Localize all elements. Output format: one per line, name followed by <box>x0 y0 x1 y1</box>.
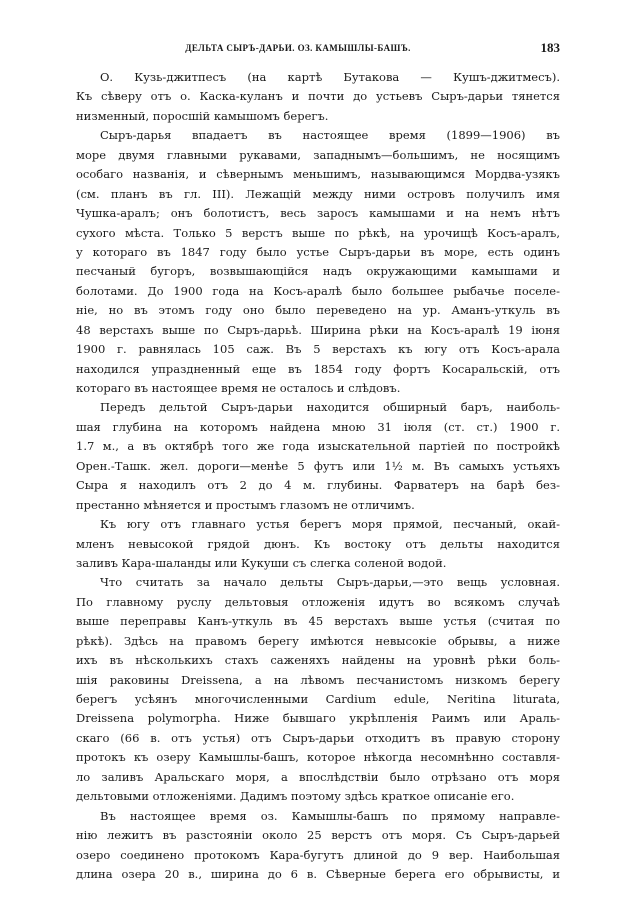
text-line: длина озера 20 в., ширина до 6 в. Сѣверные берега его обрывисты, и <box>76 866 560 881</box>
paragraph <box>76 807 560 885</box>
text-line: Къ югу отъ главнаго устья берегъ моря прямой, песчаный, окай- <box>100 517 560 532</box>
text-line: 48 верстахъ выше по Сыръ-дарьѣ. Ширина рѣки на Косъ-аралѣ 19 іюня <box>76 322 560 337</box>
text-line: шія раковины Dreissena, а на лѣвомъ песчанистомъ низкомъ берегу <box>76 672 560 687</box>
text-line: котораго въ настоящее время не осталось и слѣдовъ. <box>76 381 401 395</box>
text-line: Сыра я находилъ отъ 2 до 4 м. глубины. Фарватеръ на барѣ без- <box>76 478 560 493</box>
text-line: скаго (66 в. отъ устья) отъ Сыръ-дарьи отходитъ въ правую сторону <box>76 730 560 745</box>
paragraph <box>76 573 560 806</box>
text-line: особаго названія, и сѣвернымъ меньшимъ, называющимся Мордва-узякъ <box>76 167 560 182</box>
text-line: Dreissena polymorpha. Ниже бывшаго укрѣпленія Раимъ или Араль- <box>76 711 560 726</box>
text-line: престанно мѣняется и простымъ глазомъ не отличимъ. <box>76 497 415 512</box>
text-line: низменный, поросшій камышомъ берегъ. <box>76 108 329 123</box>
text-line: у котораго въ 1847 году было устье Сыръ-дарьи въ море, есть одинъ <box>76 244 560 259</box>
text-line: Въ настоящее время оз. Камышлы-башъ по прямому направле- <box>100 808 560 823</box>
paragraph <box>76 68 560 126</box>
text-line: находился упраздненный еще въ 1854 году фортъ Косаральскій, отъ <box>76 361 560 376</box>
body-text <box>76 68 560 884</box>
text-line: болотами. До 1900 года на Косъ-аралѣ было большее рыбачье поселе- <box>76 283 560 298</box>
text-line: Передъ дельтой Сыръ-дарьи находится обширный баръ, наиболь- <box>100 400 560 415</box>
running-head: ДЕЛЬТА СЫРЪ-ДАРЬИ. ОЗ. КАМЫШЛЫ-БАШЪ. <box>185 43 411 53</box>
text-line: ихъ въ нѣсколькихъ стахъ саженяхъ найдены на уровнѣ рѣки боль- <box>76 653 560 668</box>
text-line: берегъ усѣянъ многочисленными Cardium edule, Neritina liturata, <box>76 692 560 706</box>
text-line: заливъ Кара-шаланды или Кукуши съ слегка соленой водой. <box>76 555 447 570</box>
text-line: протокъ къ озеру Камышлы-башъ, которое нѣкогда несомнѣнно составля- <box>76 750 560 765</box>
text-line: сухого мѣста. Только 5 верстъ выше по рѣкѣ, на урочищѣ Косъ-аралъ, <box>76 225 560 240</box>
text-line: (см. планъ въ гл. III). Лежащій между ними островъ получилъ имя <box>76 186 560 201</box>
text-line: Орен.-Ташк. жел. дороги—менѣе 5 футъ или 1½ м. Въ самыхъ устьяхъ <box>76 458 560 473</box>
paragraph <box>76 398 560 515</box>
text-line: О. Кузь-джитпесъ (на картѣ Бутакова — Кушъ-джитмесъ). <box>100 70 560 84</box>
text-line: озеро соединено протокомъ Кара-бугутъ длиной до 9 вер. Наибольшая <box>76 847 560 862</box>
text-line: Къ сѣверу отъ о. Каска-куланъ и почти до устьевъ Сыръ-дарьи тянется <box>76 89 560 104</box>
text-line: 1.7 м., а въ октябрѣ того же года изыскательной партіей по постройкѣ <box>76 439 560 454</box>
text-line: Сыръ-дарья впадаетъ въ настоящее время (1899—1906) въ <box>100 128 560 143</box>
text-line: ло заливъ Аральскаго моря, а впослѣдствіи было отрѣзано отъ моря <box>76 769 560 784</box>
text-line: море двумя главными рукавами, западнымъ—большимъ, не носящимъ <box>76 147 560 162</box>
text-line: Чушка-аралъ; онъ болотистъ, весь заросъ камышами и на немъ нѣтъ <box>76 206 560 221</box>
text-line: рѣкѣ). Здѣсь на правомъ берегу имѣются невысокіе обрывы, а ниже <box>76 633 560 648</box>
paragraph <box>76 515 560 573</box>
text-line: песчаный бугоръ, возвышающійся надъ окружающими камышами и <box>76 264 560 279</box>
page-number: 183 <box>540 40 560 55</box>
text-line: ніе, но въ этомъ году оно было переведено на ур. Аманъ-уткуль въ <box>76 303 560 318</box>
text-line: выше переправы Канъ-уткуль въ 45 верстахъ выше устья (считая по <box>76 614 560 629</box>
text-line: 1900 г. равнялась 105 саж. Въ 5 верстахъ къ югу отъ Косъ-арала <box>76 342 560 357</box>
text-line: По главному руслу дельтовыя отложенія идутъ во всякомъ случаѣ <box>76 594 560 609</box>
text-line: мленъ невысокой грядой дюнъ. Къ востоку отъ дельты находится <box>76 536 560 551</box>
paragraph <box>76 126 560 398</box>
text-line: шая глубина на которомъ найдена мною 31 іюля (ст. ст.) 1900 г. <box>76 419 560 434</box>
text-line: нію лежитъ въ разстояніи около 25 верстъ отъ моря. Съ Сыръ-дарьей <box>76 828 560 843</box>
page-header <box>76 40 560 58</box>
text-line: дельтовыми отложеніями. Дадимъ поэтому здѣсь краткое описаніе его. <box>76 789 515 804</box>
text-line: Что считать за начало дельты Сыръ-дарьи,—это вещь условная. <box>100 575 560 590</box>
